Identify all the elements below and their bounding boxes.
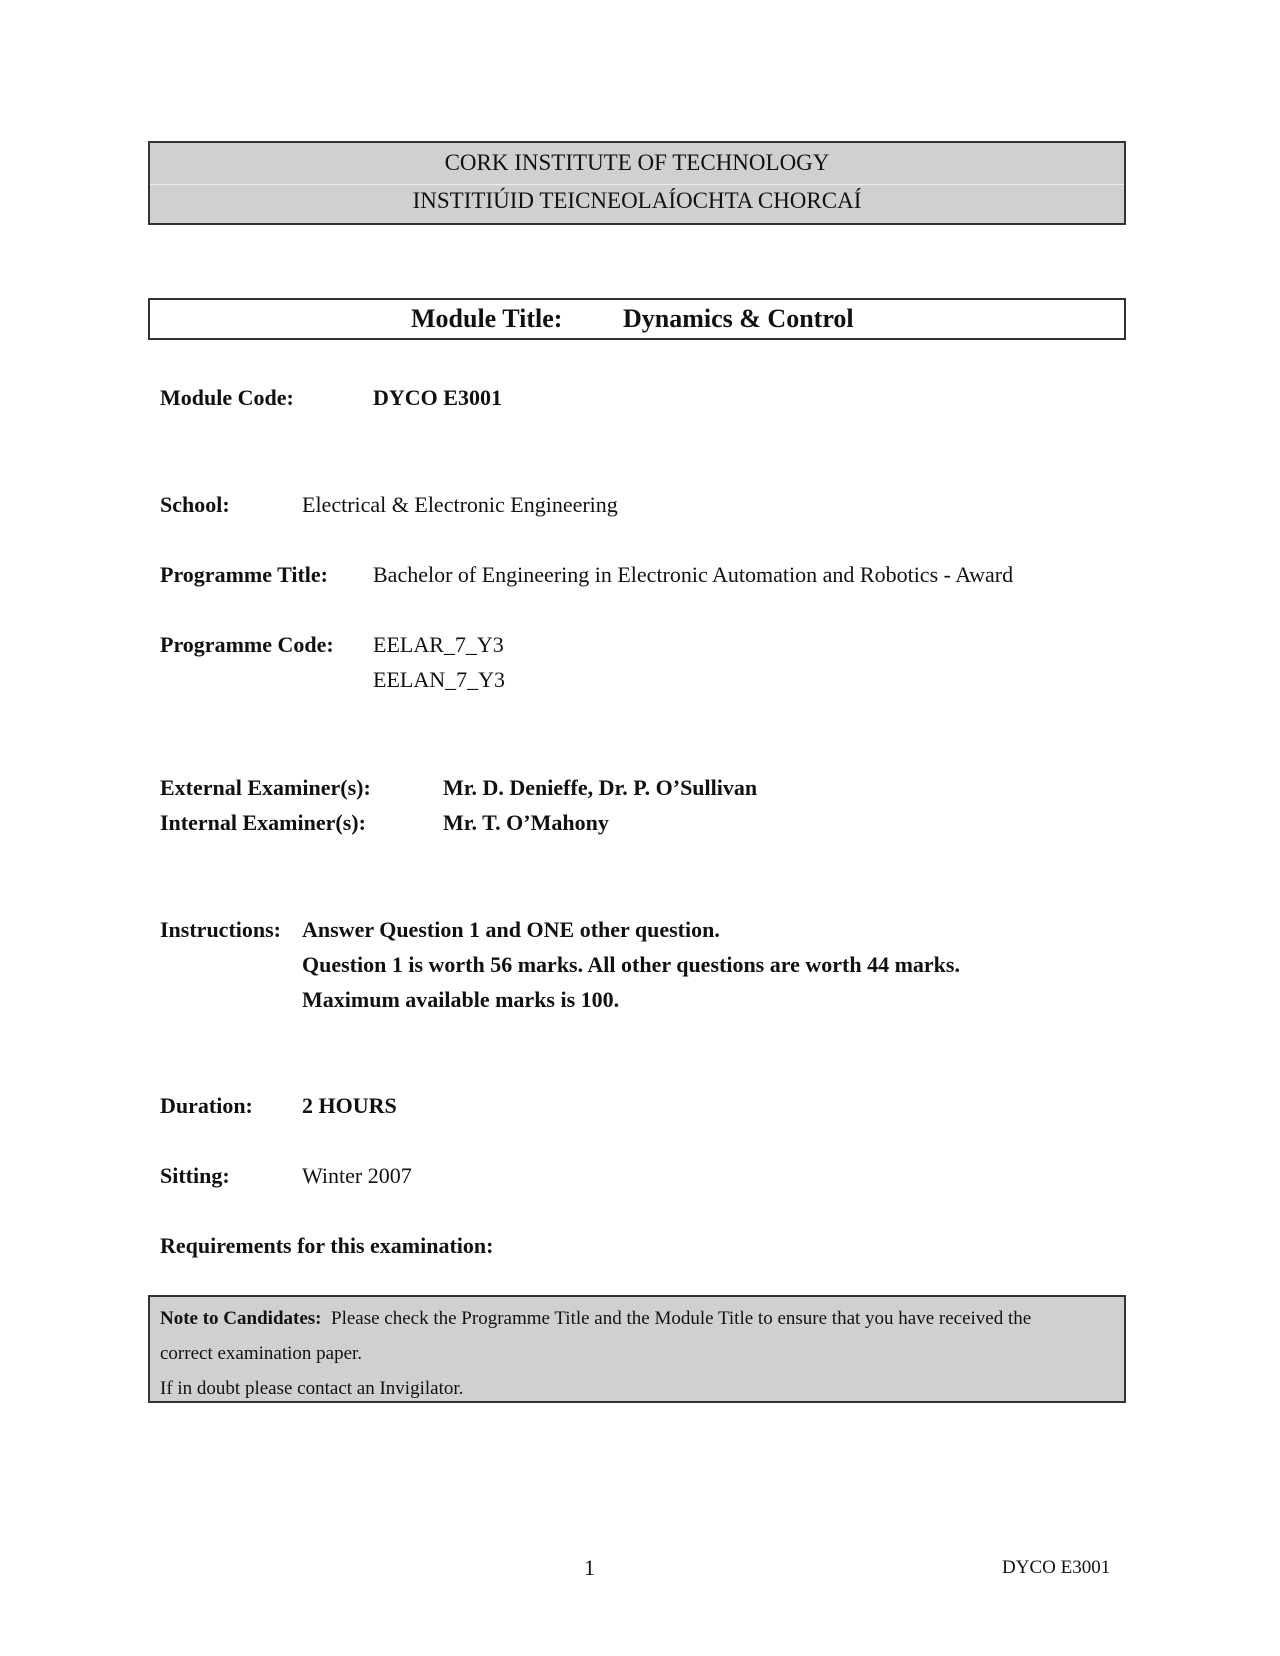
sitting-value: Winter 2007: [302, 1163, 412, 1188]
programme-code-value-2: EELAN_7_Y3: [373, 667, 505, 692]
note-to-candidates: [148, 1295, 1126, 1403]
internal-examiner-label: Internal Examiner(s):: [160, 810, 366, 835]
programme-title-value: Bachelor of Engineering in Electronic Automation and Robotics - Award: [373, 562, 1014, 587]
instructions-label: Instructions:: [160, 917, 282, 942]
instructions-line-1: Answer Question 1 and ONE other question.: [302, 917, 720, 942]
module-title-value: Dynamics & Control: [623, 304, 854, 333]
module-code-label: Module Code:: [160, 385, 294, 410]
requirements-label: Requirements for this examination:: [160, 1233, 494, 1258]
school-value: Electrical & Electronic Engineering: [302, 492, 618, 517]
internal-examiner-value: Mr. T. O’Mahony: [443, 810, 609, 835]
programme-title-label: Programme Title:: [160, 562, 329, 587]
institute-header: [148, 141, 1126, 225]
instructions-line-3: Maximum available marks is 100.: [302, 987, 620, 1012]
module-title-box: [148, 298, 1126, 340]
note-text-1: Please check the Programme Title and the Module Title to ensure that you have received the: [331, 1308, 1032, 1329]
school-label: School:: [160, 492, 230, 517]
external-examiner-value: Mr. D. Denieffe, Dr. P. O’Sullivan: [443, 775, 758, 800]
programme-code-value-1: EELAR_7_Y3: [373, 632, 504, 657]
note-line-1: [160, 1301, 1031, 1336]
institute-name-ga: INSTITIÚID TEICNEOLAÍOCHTA CHORCAÍ: [412, 188, 862, 213]
programme-code-label: Programme Code:: [160, 632, 334, 657]
sitting-label: Sitting:: [160, 1163, 230, 1188]
duration-value: 2 HOURS: [302, 1093, 397, 1118]
module-title-label: Module Title:: [411, 304, 563, 333]
note-label: Note to Candidates:: [160, 1308, 322, 1329]
duration-label: Duration:: [160, 1093, 253, 1118]
note-line-3: If in doubt please contact an Invigilator.: [160, 1378, 464, 1399]
module-code-value: DYCO E3001: [373, 385, 502, 410]
instructions-line-2: Question 1 is worth 56 marks. All other questions are worth 44 marks.: [302, 952, 960, 977]
page-number: 1: [584, 1555, 595, 1580]
footer-code: DYCO E3001: [1002, 1557, 1111, 1578]
note-line-2: correct examination paper.: [160, 1343, 363, 1364]
institute-name-en: CORK INSTITUTE OF TECHNOLOGY: [444, 150, 830, 175]
header-divider: [150, 184, 1124, 185]
external-examiner-label: External Examiner(s):: [160, 775, 371, 800]
